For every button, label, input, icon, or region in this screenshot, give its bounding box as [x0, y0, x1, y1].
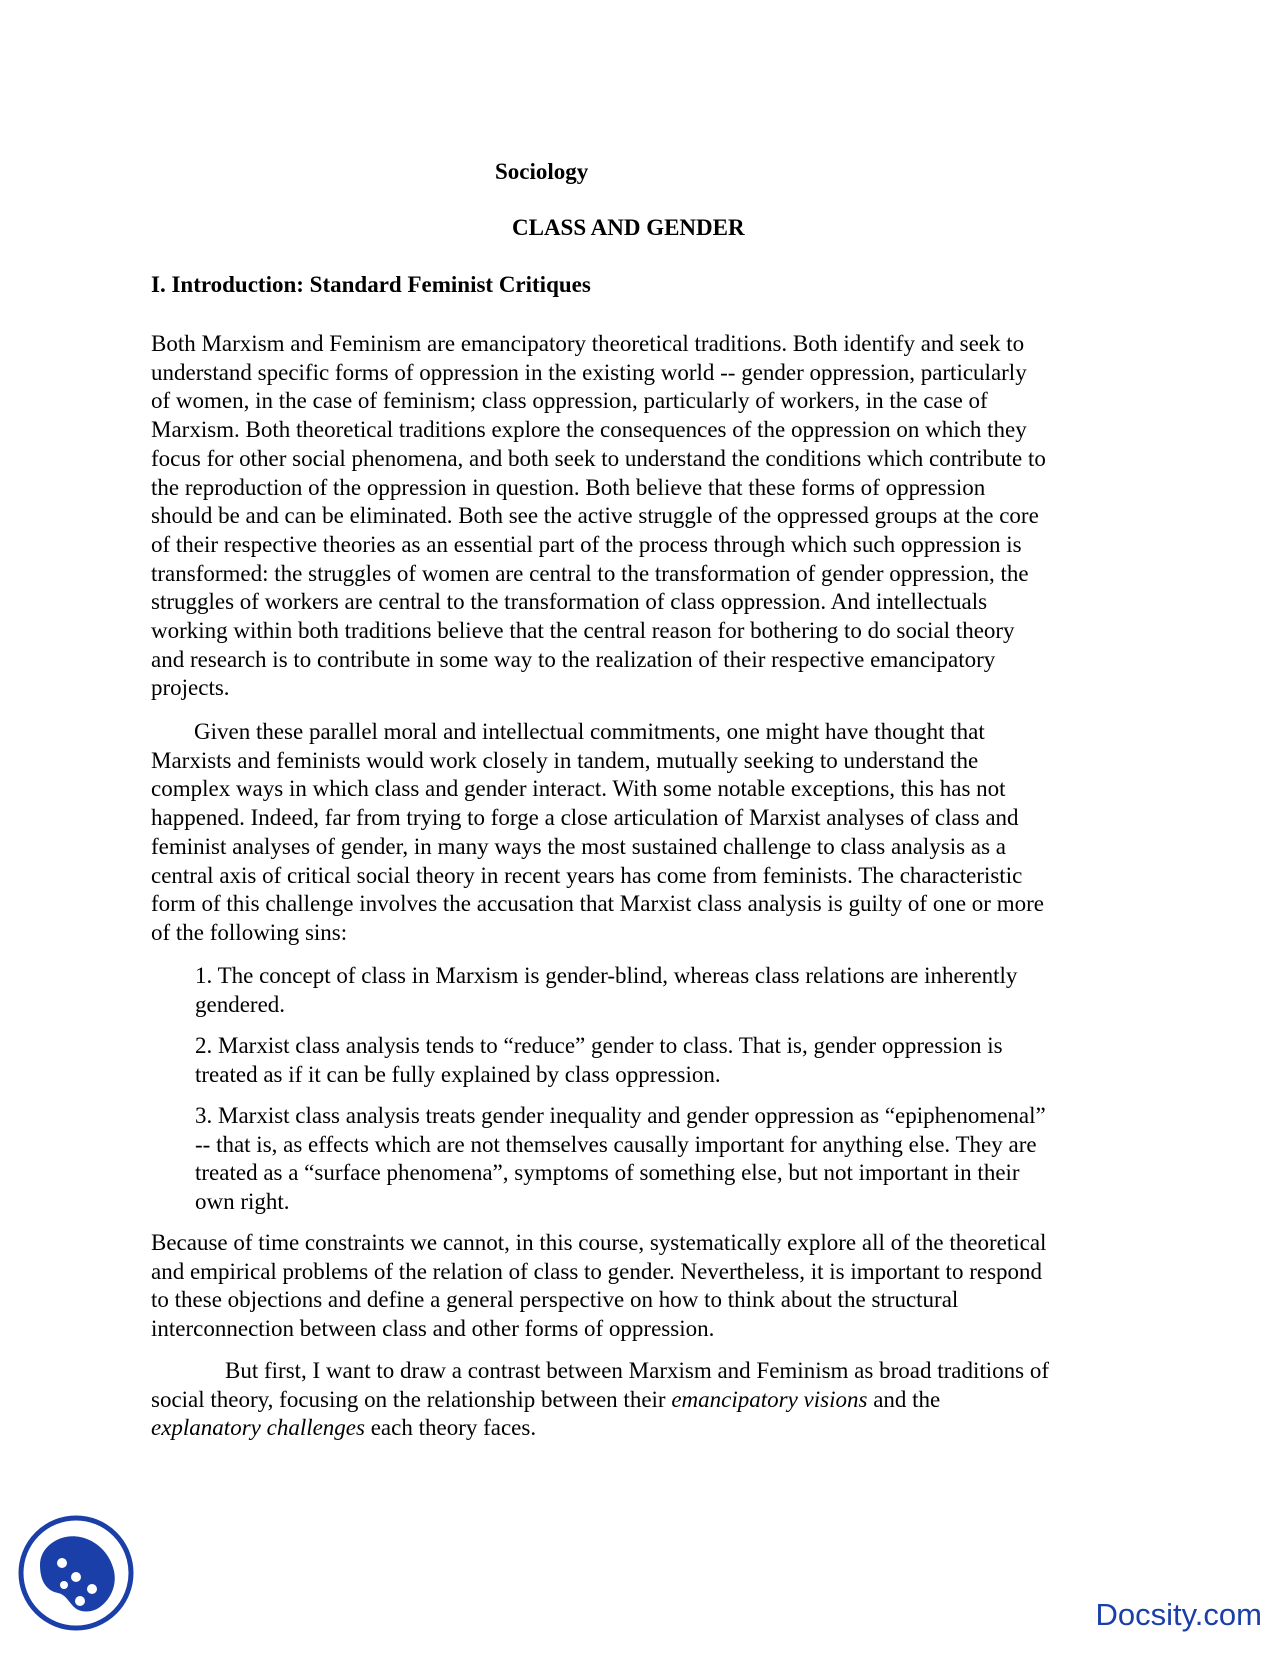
list-item-line: -- that is, as effects which are not themselves causally important for anything else. They are [195, 1131, 1037, 1157]
paragraph-2-line: complex ways in which class and gender interact. With some notable exceptions, this has not [151, 776, 1006, 802]
list-item-line: 1. The concept of class in Marxism is gender-blind, whereas class relations are inherently [195, 963, 1018, 988]
paragraph-2-line: form of this challenge involves the accusation that Marxist class analysis is guilty of one or more [151, 891, 1044, 917]
paragraph-4 [151, 1357, 1049, 1443]
paragraph-3-line: interconnection between class and other forms of oppression. [151, 1316, 715, 1342]
paragraph-1-line: focus for other social phenomena, and both seek to understand the conditions which contribute to [151, 445, 1046, 471]
paragraph-4-line [151, 1414, 1049, 1443]
paragraph-1-line: should be and can be eliminated. Both see the active struggle of the oppressed groups at the core [151, 503, 1039, 529]
paragraph-1-line: the reproduction of the oppression in question. Both believe that these forms of oppression [151, 474, 986, 500]
list-item-line: 2. Marxist class analysis tends to “reduce” gender to class. That is, gender oppression is [195, 1033, 1003, 1058]
paragraph-1-line: of their respective theories as an essential part of the process through which such oppression is [151, 531, 1022, 557]
paragraph-1-line: working within both traditions believe that the central reason for bothering to do social theory [151, 618, 1015, 644]
list-item [195, 962, 1017, 1019]
emphasis-explanatory-challenges: explanatory challenges [151, 1415, 365, 1441]
paragraph-2-line: of the following sins: [151, 919, 348, 945]
list-item-line: own right. [195, 1189, 290, 1215]
paragraph-1-line: Both Marxism and Feminism are emancipatory theoretical traditions. Both identify and seek to [151, 331, 1025, 356]
list-item-line: 3. Marxist class analysis treats gender inequality and gender oppression as “epiphenomenal” [195, 1103, 1046, 1128]
emphasis-emancipatory-visions: emancipatory visions [671, 1386, 868, 1412]
list-item-line: treated as a “surface phenomena”, symptoms of something else, but not important in their [195, 1160, 1020, 1186]
paragraph-1 [151, 330, 1046, 703]
paragraph-2-line: Marxists and feminists would work closely in tandem, mutually seeking to understand the [151, 747, 979, 773]
paragraph-2 [151, 718, 1044, 948]
paragraph-4-text: social theory, focusing on the relationship between their [151, 1386, 672, 1412]
paragraph-1-line: transformed: the struggles of women are central to the transformation of gender oppression, the [151, 560, 1029, 586]
paragraph-4-line: But first, I want to draw a contrast between Marxism and Feminism as broad traditions of [225, 1358, 1049, 1383]
paragraph-2-line: happened. Indeed, far from trying to forge a close articulation of Marxist analyses of class and [151, 805, 1019, 831]
paragraph-2-line: Given these parallel moral and intellectual commitments, one might have thought that [194, 719, 985, 744]
list-item [195, 1032, 1003, 1089]
paragraph-1-line: understand specific forms of oppression in the existing world -- gender oppression, particularly [151, 359, 1027, 385]
document-subject: Sociology [495, 159, 589, 184]
paragraph-1-line: Marxism. Both theoretical traditions explore the consequences of the oppression on which they [151, 417, 1027, 443]
paragraph-4-text: and the [867, 1386, 941, 1412]
section-heading: I. Introduction: Standard Feminist Critiques [151, 272, 591, 297]
paragraph-3-line: to these objections and define a general perspective on how to think about the structural [151, 1287, 959, 1313]
paragraph-2-line: central axis of critical social theory in recent years has come from feminists. The characteristic [151, 862, 1023, 888]
paragraph-1-line: struggles of workers are central to the transformation of class oppression. And intellectuals [151, 589, 988, 615]
docsity-brand-link[interactable]: Docsity.com [1095, 1597, 1262, 1632]
list-item-line: gendered. [195, 991, 286, 1017]
list-item-line: treated as if it can be fully explained by class oppression. [195, 1061, 721, 1087]
paragraph-3-line: Because of time constraints we cannot, in this course, systematically explore all of the theoretical [151, 1230, 1047, 1255]
list-item [195, 1102, 1046, 1217]
docsity-logo-icon[interactable] [18, 1515, 134, 1631]
paragraph-3-line: and empirical problems of the relation of class to gender. Nevertheless, it is important to respond [151, 1258, 1043, 1284]
paragraph-4-line [151, 1386, 1049, 1415]
paragraph-1-line: of women, in the case of feminism; class oppression, particularly of workers, in the case of [151, 388, 988, 414]
paragraph-4-text: each theory faces. [364, 1415, 537, 1441]
paragraph-3 [151, 1229, 1046, 1344]
paragraph-2-line: feminist analyses of gender, in many ways the most sustained challenge to class analysis as a [151, 833, 1006, 859]
paragraph-1-line: and research is to contribute in some way to the realization of their respective emancipatory [151, 646, 996, 672]
document-title: CLASS AND GENDER [512, 215, 745, 240]
paragraph-1-line: projects. [151, 675, 230, 701]
